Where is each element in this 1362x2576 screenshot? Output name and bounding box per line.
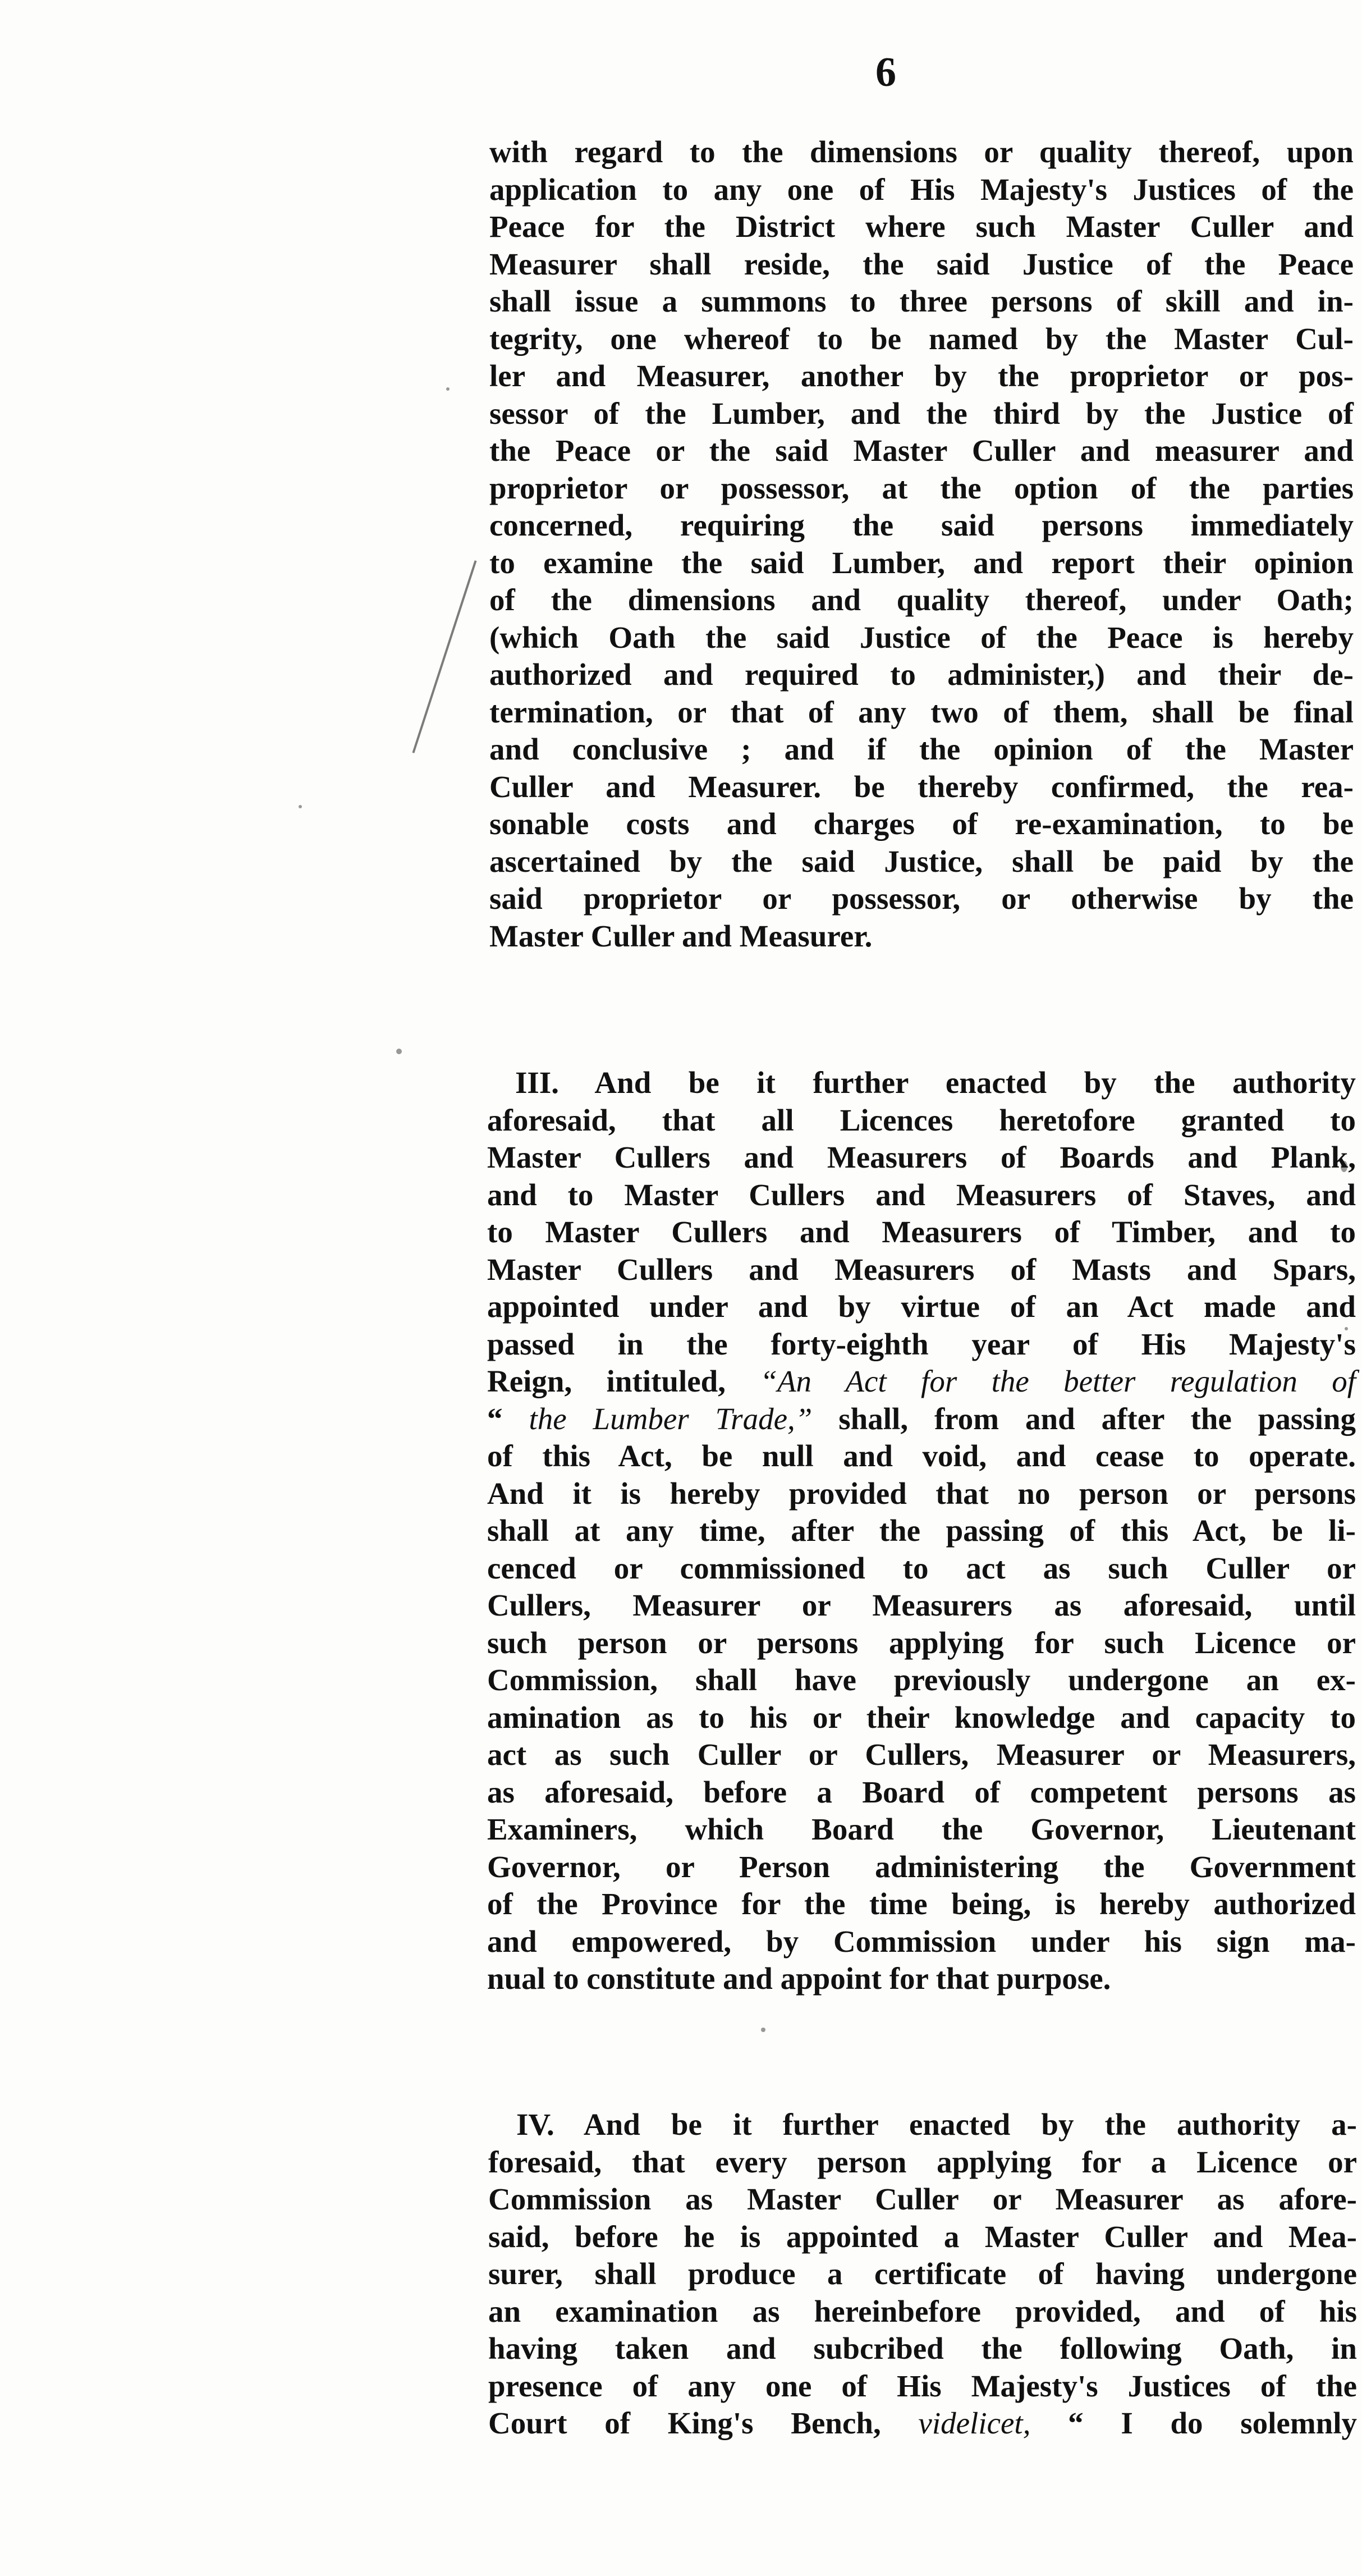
text-line: shall at any time, after the passing of this Act, be li- [487,1513,1356,1548]
text-line: and conclusive ; and if the opinion of the Master [489,732,1354,766]
text-line: Master Cullers and Measurers of Masts and Spars, [487,1252,1356,1287]
text-fragment: Reign, intituled, [487,1364,726,1398]
text-line: passed in the forty-eighth year of His Majesty's [487,1326,1356,1361]
text-fragment: shall, from and after the passing [812,1401,1356,1436]
text-line: ler and Measurer, another by the proprietor or pos- [489,359,1354,393]
text-fragment: Court of King's Bench, [488,2406,881,2440]
text-line: Governor, or Person administering the Government [487,1849,1356,1884]
text-line: Cullers, Measurer or Measurers as aforesaid, until [487,1588,1356,1622]
text-line: with regard to the dimensions or quality thereof, upon [489,135,1354,169]
text-line: Peace for the District where such Master Culler and [489,209,1354,244]
section-iii-paragraph [487,1064,1356,1998]
text-line: shall issue a summons to three persons of skill and in- [489,284,1354,318]
text-line: application to any one of His Majesty's Justices of the [489,172,1354,207]
text-line: as aforesaid, before a Board of competent persons as [487,1774,1356,1809]
text-line: Master Cullers and Measurers of Boards and Plank, [487,1140,1356,1174]
text-line: having taken and subcribed the following Oath, in [488,2331,1357,2365]
act-title-italic: “An Act for the better regulation of [760,1364,1356,1398]
text-line: surer, shall produce a certificate of having undergone [488,2257,1357,2291]
section-heading-line: IV. And be it further enacted by the authority a- [516,2107,1357,2142]
text-line: authorized and required to administer,) and their de- [489,657,1354,692]
paragraph-continuation [489,134,1354,955]
text-line: act as such Culler or Cullers, Measurer or Measurers, [487,1737,1356,1772]
text-line: appointed under and by virtue of an Act made and [487,1289,1356,1324]
text-line: aforesaid, that all Licences heretofore granted to [487,1102,1356,1137]
text-line-with-act-title [487,1363,1356,1401]
text-line: (which Oath the said Justice of the Peace is hereby [489,620,1354,655]
text-line: and to Master Cullers and Measurers of Staves, and [487,1177,1356,1212]
open-quote: “ [487,1401,503,1436]
paper-speck [299,805,302,808]
text-line: amination as to his or their knowledge and capacity to [487,1700,1356,1735]
page-number: 6 [875,49,896,95]
text-line: cenced or commissioned to act as such Culler or [487,1550,1356,1585]
paper-speck [396,1049,402,1054]
text-line: of the dimensions and quality thereof, under Oath; [489,583,1354,617]
text-line: Examiners, which Board the Governor, Lieutenant [487,1812,1356,1846]
text-line: termination, or that of any two of them, shall be final [489,694,1354,729]
text-line: of the Province for the time being, is hereby authorized [487,1887,1356,1921]
text-line: sonable costs and charges of re-examination, to be [489,807,1354,841]
section-iv-paragraph [488,2106,1357,2442]
text-line: presence of any one of His Majesty's Justices of the [488,2368,1357,2403]
text-line: Master Culler and Measurer. [489,918,873,953]
margin-pencil-mark [412,560,476,753]
text-line: proprietor or possessor, at the option of the parties [489,470,1354,505]
text-line: And it is hereby provided that no person or persons [487,1476,1356,1511]
text-line: to examine the said Lumber, and report their opinion [489,545,1354,580]
text-line-with-act-title [487,1401,1356,1438]
text-line: nual to constitute and appoint for that purpose. [487,1961,1111,1996]
text-line: Commission as Master Culler or Measurer as afore- [488,2182,1357,2216]
text-line: said proprietor or possessor, or otherwise by the [489,881,1354,916]
text-line: Culler and Measurer. be thereby confirmed, the rea- [489,769,1354,804]
text-line: the Peace or the said Master Culler and measurer and [489,433,1354,468]
text-line: foresaid, that every person applying for a Licence or [488,2144,1357,2179]
text-fragment: “ I do solemnly [1030,2406,1358,2440]
text-line: to Master Cullers and Measurers of Timber, and to [487,1215,1356,1249]
text-line: and empowered, by Commission under his sign ma- [487,1924,1356,1959]
text-line-last [488,2405,1357,2442]
text-line: concerned, requiring the said persons immediately [489,508,1354,542]
paper-speck [761,2028,765,2032]
section-heading-line: III. And be it further enacted by the authority [515,1065,1356,1100]
italic-word: videlicet, [918,2406,1031,2440]
text-line: ascertained by the said Justice, shall be paid by the [489,844,1354,879]
text-line: an examination as hereinbefore provided, and of his [488,2294,1357,2328]
text-line: Measurer shall reside, the said Justice of the Peace [489,246,1354,281]
text-line: tegrity, one whereof to be named by the Master Cul- [489,321,1354,356]
text-line: Commission, shall have previously undergone an ex- [487,1663,1356,1697]
act-title-italic: the Lumber Trade,” [529,1401,813,1436]
text-line: said, before he is appointed a Master Culler and Mea- [488,2219,1357,2254]
text-line: such person or persons applying for such Licence or [487,1625,1356,1660]
text-line: of this Act, be null and void, and cease to operate. [487,1439,1356,1473]
paper-speck [446,387,450,391]
text-line: sessor of the Lumber, and the third by the Justice of [489,396,1354,431]
